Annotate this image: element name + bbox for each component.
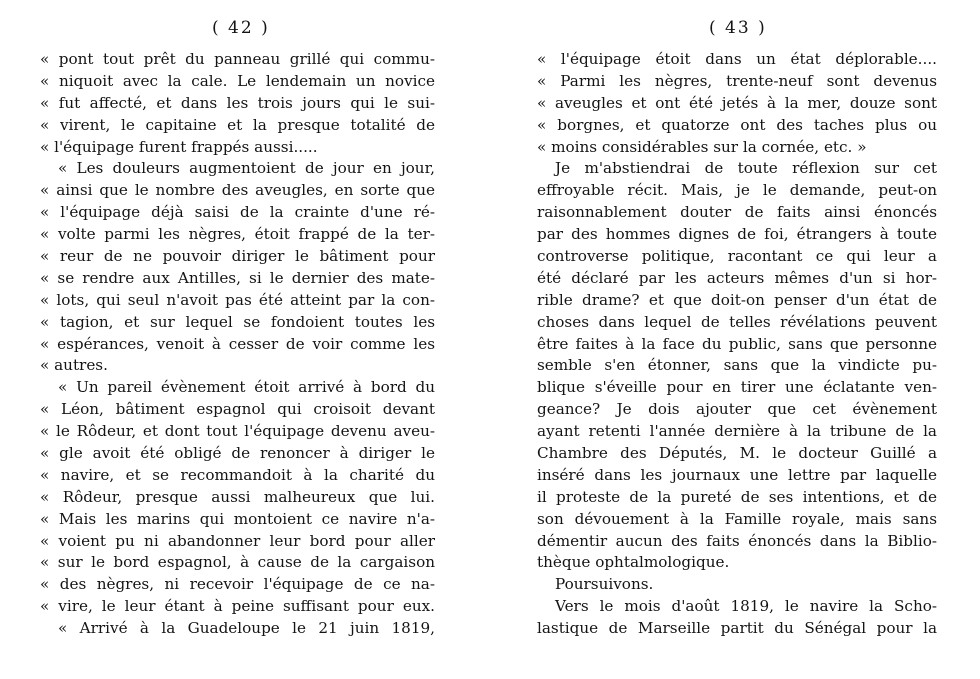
text-line: démentir aucun des faits énoncés dans la Biblio- — [537, 531, 937, 550]
text-line: « se rendre aux Antilles, si le dernier des mate- — [40, 268, 435, 287]
page-number-left: ( 42 ) — [212, 18, 270, 38]
text-line: blique s'éveille pour en tirer une éclatante ven- — [537, 378, 937, 397]
text-line: choses dans lequel de telles révélations peuvent — [537, 312, 937, 331]
text-line: « moins considérables sur la cornée, etc. » — [537, 137, 867, 156]
text-line: « fut affecté, et dans les trois jours qui le sui- — [40, 93, 435, 112]
text-line: « Léon, bâtiment espagnol qui croisoit devant — [40, 400, 435, 419]
text-line: « espérances, venoit à cesser de voir comme les — [40, 334, 435, 353]
text-line: « Arrivé à la Guadeloupe le 21 juin 1819, — [58, 619, 435, 638]
text-line: « sur le bord espagnol, à cause de la cargaison — [40, 553, 435, 572]
text-line: « l'équipage étoit dans un état déplorable.... — [537, 50, 937, 68]
text-line: « lots, qui seul n'avoit pas été atteint par la con- — [40, 290, 435, 309]
text-line: geance? Je dois ajouter que cet évènement — [537, 400, 937, 419]
text-line: « gle avoit été obligé de renoncer à diriger le — [40, 444, 435, 463]
text-line: « borgnes, et quatorze ont des taches plus ou — [537, 115, 937, 134]
text-line: « Un pareil évènement étoit arrivé à bord du — [58, 378, 435, 397]
text-line: « pont tout prêt du panneau grillé qui commu- — [40, 50, 435, 68]
text-line: « Parmi les nègres, trente-neuf sont devenus — [537, 71, 937, 90]
page-number-right: ( 43 ) — [709, 18, 767, 38]
text-line: « niquoit avec la cale. Le lendemain un novice — [40, 71, 435, 90]
text-line: son dévouement à la Famille royale, mais sans — [537, 509, 937, 528]
text-line: « des nègres, ni recevoir l'équipage de ce na- — [40, 575, 435, 594]
text-line: raisonnablement douter de faits ainsi énoncés — [537, 203, 937, 222]
text-line: Chambre des Députés, M. le docteur Guillé a — [537, 444, 937, 463]
text-line: « autres. — [40, 356, 108, 375]
text-line: « aveugles et ont été jetés à la mer, douze sont — [537, 93, 937, 112]
right-page — [490, 0, 980, 679]
text-line: « tagion, et sur lequel se fondoient toutes les — [40, 312, 435, 331]
left-text-column — [40, 49, 435, 640]
text-line: « le Rôdeur, et dont tout l'équipage devenu aveu- — [40, 422, 435, 441]
text-line: rible drame? et que doit-on penser d'un état de — [537, 290, 937, 309]
text-line: il proteste de la pureté de ses intentions, et de — [537, 487, 937, 506]
text-line: inséré dans les journaux une lettre par laquelle — [537, 465, 937, 484]
right-text-column — [537, 49, 937, 640]
text-line: thèque ophtalmologique. — [537, 553, 730, 572]
text-line: effroyable récit. Mais, je le demande, peut-on — [537, 181, 937, 200]
text-line: semble s'en étonner, sans que la vindicte pu- — [537, 356, 937, 375]
text-line: « Rôdeur, presque aussi malheureux que lui. — [40, 487, 435, 506]
text-line: « voient pu ni abandonner leur bord pour aller — [40, 531, 435, 550]
text-line: ayant retenti l'année dernière à la tribune de la — [537, 422, 937, 441]
text-line: Vers le mois d'août 1819, le navire la Scho- — [555, 597, 937, 616]
text-line: « Mais les marins qui montoient ce navire n'a- — [40, 509, 435, 528]
text-line: été déclaré par les acteurs mêmes d'un si hor- — [537, 268, 937, 287]
text-line: « l'équipage furent frappés aussi..... — [40, 137, 318, 156]
text-line: « reur de ne pouvoir diriger le bâtiment pour — [40, 247, 435, 266]
text-line: Poursuivons. — [555, 575, 654, 594]
text-line: « volte parmi les nègres, étoit frappé de la ter- — [40, 225, 435, 244]
text-line: « ainsi que le nombre des aveugles, en sorte que — [40, 181, 435, 200]
text-line: « Les douleurs augmentoient de jour en jour, — [58, 159, 435, 178]
text-line: « l'équipage déjà saisi de la crainte d'une ré- — [40, 203, 435, 222]
text-line: « virent, le capitaine et la presque totalité de — [40, 115, 435, 134]
text-line: lastique de Marseille partit du Sénégal pour la — [537, 619, 937, 638]
text-line: « navire, et se recommandoit à la charité du — [40, 465, 435, 484]
text-line: par des hommes dignes de foi, étrangers à toute — [537, 225, 937, 244]
text-line: Je m'abstiendrai de toute réflexion sur cet — [555, 159, 937, 178]
text-line: « vire, le leur étant à peine suffisant pour eux. — [40, 597, 435, 616]
text-line: controverse politique, racontant ce qui leur a — [537, 247, 937, 266]
text-line: être faites à la face du public, sans que personne — [537, 334, 937, 353]
